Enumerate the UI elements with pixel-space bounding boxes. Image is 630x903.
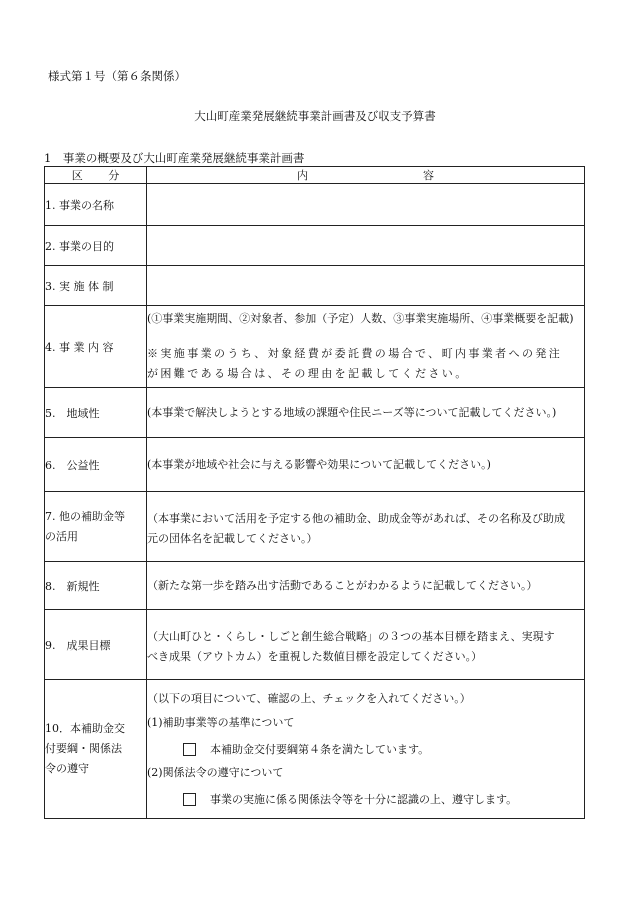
checkbox-item[interactable] xyxy=(183,741,584,757)
content-cell[interactable] xyxy=(147,610,585,680)
note-line: 元の団体名を記載してください。） xyxy=(147,531,318,545)
row-label: 3. 実 施 体 制 xyxy=(45,266,147,306)
instruction-note: （新たな第一歩を踏み出す活動であることがわかるように記載してください。） xyxy=(147,578,538,592)
note-line: （本事業において活用を予定する他の補助金、助成金等があれば、その名称及び助成 xyxy=(147,511,565,525)
instruction-note: (本事業で解決しようとする地域の課題や住民ニーズ等について記載してください。) xyxy=(147,405,557,419)
note-line: べき成果（アウトカム）を重視した数値目標を設定してください。） xyxy=(147,649,483,663)
header-right-char: 内 xyxy=(297,169,308,182)
content-cell xyxy=(147,680,585,819)
checkbox-label: 本補助金交付要綱第４条を満たしています。 xyxy=(210,743,430,756)
note-line: （大山町ひと・くらし・しごと創生総合戦略」の３つの基本目標を踏まえ、実現す xyxy=(147,629,555,643)
table-row xyxy=(45,306,585,388)
header-right-char: 容 xyxy=(423,169,434,182)
row-label xyxy=(45,680,147,819)
header-category xyxy=(45,167,147,184)
content-cell[interactable] xyxy=(147,184,585,226)
note-line: が困難である場合は、その理由を記載してください。 xyxy=(147,366,469,380)
table-row xyxy=(45,226,585,266)
row-label: 2. 事業の目的 xyxy=(45,226,147,266)
checkbox-item[interactable] xyxy=(183,791,584,807)
table-row xyxy=(45,492,585,562)
table-row xyxy=(45,438,585,492)
table-row xyxy=(45,266,585,306)
note-line: ※実施事業のうち、対象経費が委託費の場合で、町内事業者への発注 xyxy=(147,346,563,360)
content-cell[interactable] xyxy=(147,388,585,438)
table-row xyxy=(45,562,585,610)
label-line: 7. 他の補助金等 xyxy=(45,509,125,523)
label-line: の活用 xyxy=(45,529,78,543)
checkbox-label: 事業の実施に係る関係法令等を十分に認識の上、遵守します。 xyxy=(210,793,518,806)
label-line: 令の遵守 xyxy=(45,762,89,775)
row-label: 9. 成果目標 xyxy=(45,610,147,680)
content-cell[interactable] xyxy=(147,492,585,562)
content-cell[interactable] xyxy=(147,226,585,266)
label-line: 付要綱・関係法 xyxy=(45,742,122,755)
row-label: 6. 公益性 xyxy=(45,438,147,492)
header-content xyxy=(147,167,585,184)
table-row xyxy=(45,184,585,226)
document-title: 大山町産業発展継続事業計画書及び収支予算書 xyxy=(194,109,436,123)
row-label: 8. 新規性 xyxy=(45,562,147,610)
row-label: 5. 地域性 xyxy=(45,388,147,438)
table-row xyxy=(45,610,585,680)
subheading: (2)関係法令の遵守について xyxy=(147,766,284,779)
table-header-row xyxy=(45,167,585,184)
table-row xyxy=(45,680,585,819)
instruction-note xyxy=(147,623,584,667)
table-row xyxy=(45,388,585,438)
instruction-note xyxy=(147,505,584,549)
row-label xyxy=(45,492,147,562)
plan-table xyxy=(44,166,585,819)
content-cell[interactable] xyxy=(147,306,585,388)
checkbox-icon[interactable] xyxy=(183,793,196,806)
instruction-note: (本事業が地域や社会に与える影響や効果について記載してください。) xyxy=(147,457,491,471)
header-left-char: 分 xyxy=(108,169,120,182)
row-label: 1. 事業の名称 xyxy=(45,184,147,226)
row-label: 4. 事 業 内 容 xyxy=(45,306,147,388)
content-cell[interactable] xyxy=(147,562,585,610)
instruction-note xyxy=(147,344,584,384)
checkbox-icon[interactable] xyxy=(183,743,196,756)
label-line: 10．本補助金交 xyxy=(45,722,125,735)
section-heading: 1 事業の概要及び大山町産業発展継続事業計画書 xyxy=(44,151,305,165)
content-cell[interactable] xyxy=(147,438,585,492)
instruction-note: （以下の項目について、確認の上、チェックを入れてください。） xyxy=(147,692,471,705)
content-cell[interactable] xyxy=(147,266,585,306)
subheading: (1)補助事業等の基準について xyxy=(147,716,295,729)
form-number: 様式第１号（第６条関係） xyxy=(48,69,186,83)
instruction-note: (①事業実施期間、②対象者、参加（予定）人数、③事業実施場所、④事業概要を記載) xyxy=(147,311,574,325)
header-left-char: 区 xyxy=(71,169,83,182)
